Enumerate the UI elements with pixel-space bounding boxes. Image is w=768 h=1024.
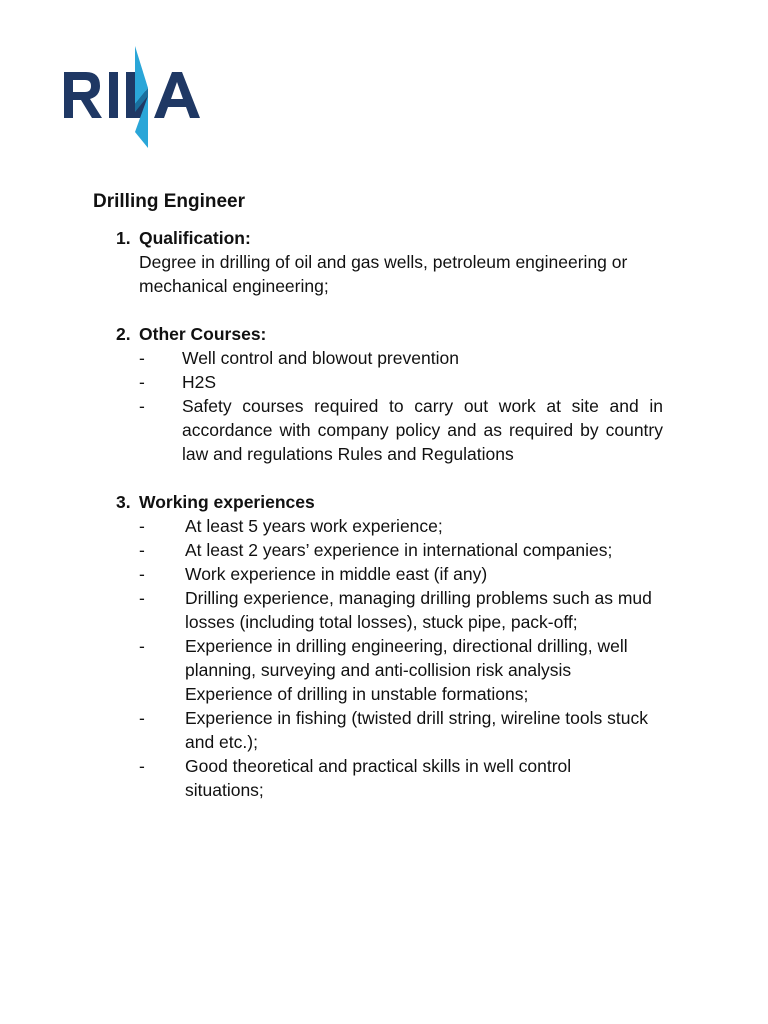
section-number: 2. — [116, 324, 131, 344]
section-other-courses — [93, 322, 663, 466]
bullet-dash: - — [139, 756, 145, 776]
bullet-dash: - — [139, 708, 145, 728]
bullet-list — [93, 346, 663, 466]
section-number: 3. — [116, 492, 131, 512]
bullet-dash: - — [139, 372, 145, 392]
section-heading: Qualification: — [139, 228, 251, 248]
list-item-text: Good theoretical and practical skills in well control situations; — [185, 756, 572, 800]
list-item-text: Safety courses required to carry out work at site and in accordance with company policy and as required by country law and regulations Rules and Regulations — [182, 396, 663, 464]
list-item-text: Experience in fishing (twisted drill string, wireline tools stuck and etc.); — [185, 708, 648, 752]
page-title: Drilling Engineer — [93, 191, 246, 212]
bullet-dash: - — [139, 636, 145, 656]
list-item-text: Drilling experience, managing drilling problems such as mud losses (including total losses), stuck pipe, pack-off; — [185, 588, 652, 632]
section-text: Degree in drilling of oil and gas wells, petroleum engineering or mechanical engineering; — [139, 252, 628, 296]
list-item-text: Experience in drilling engineering, directional drilling, well planning, surveying and anti-collision risk analysis Experience of drilling in unstable formations; — [185, 636, 628, 704]
list-item — [93, 562, 663, 586]
list-item-text: Work experience in middle east (if any) — [185, 564, 488, 584]
document-body — [93, 188, 663, 826]
bullet-dash: - — [139, 348, 145, 368]
bullet-dash: - — [139, 396, 145, 416]
list-item-text: At least 2 years’ experience in international companies; — [185, 540, 613, 560]
list-item — [93, 538, 663, 562]
list-item — [93, 634, 663, 706]
list-item-text: Well control and blowout prevention — [182, 348, 459, 368]
section-heading: Working experiences — [139, 492, 315, 512]
list-item-text: At least 5 years work experience; — [185, 516, 443, 536]
list-item — [93, 706, 663, 754]
list-item — [93, 514, 663, 538]
bullet-dash: - — [139, 540, 145, 560]
list-item — [93, 586, 663, 634]
rina-logo — [62, 44, 208, 150]
list-item — [93, 754, 663, 802]
section-number: 1. — [116, 228, 131, 248]
list-item — [93, 394, 663, 466]
bullet-dash: - — [139, 564, 145, 584]
section-working-experiences — [93, 490, 663, 802]
bullet-dash: - — [139, 516, 145, 536]
list-item-text: H2S — [182, 372, 217, 392]
section-qualification — [93, 226, 663, 298]
section-heading: Other Courses: — [139, 324, 267, 344]
bullet-list — [139, 514, 663, 802]
list-item — [93, 346, 663, 370]
list-item — [93, 370, 663, 394]
bullet-dash: - — [139, 588, 145, 608]
rina-logo-mark — [62, 44, 208, 150]
